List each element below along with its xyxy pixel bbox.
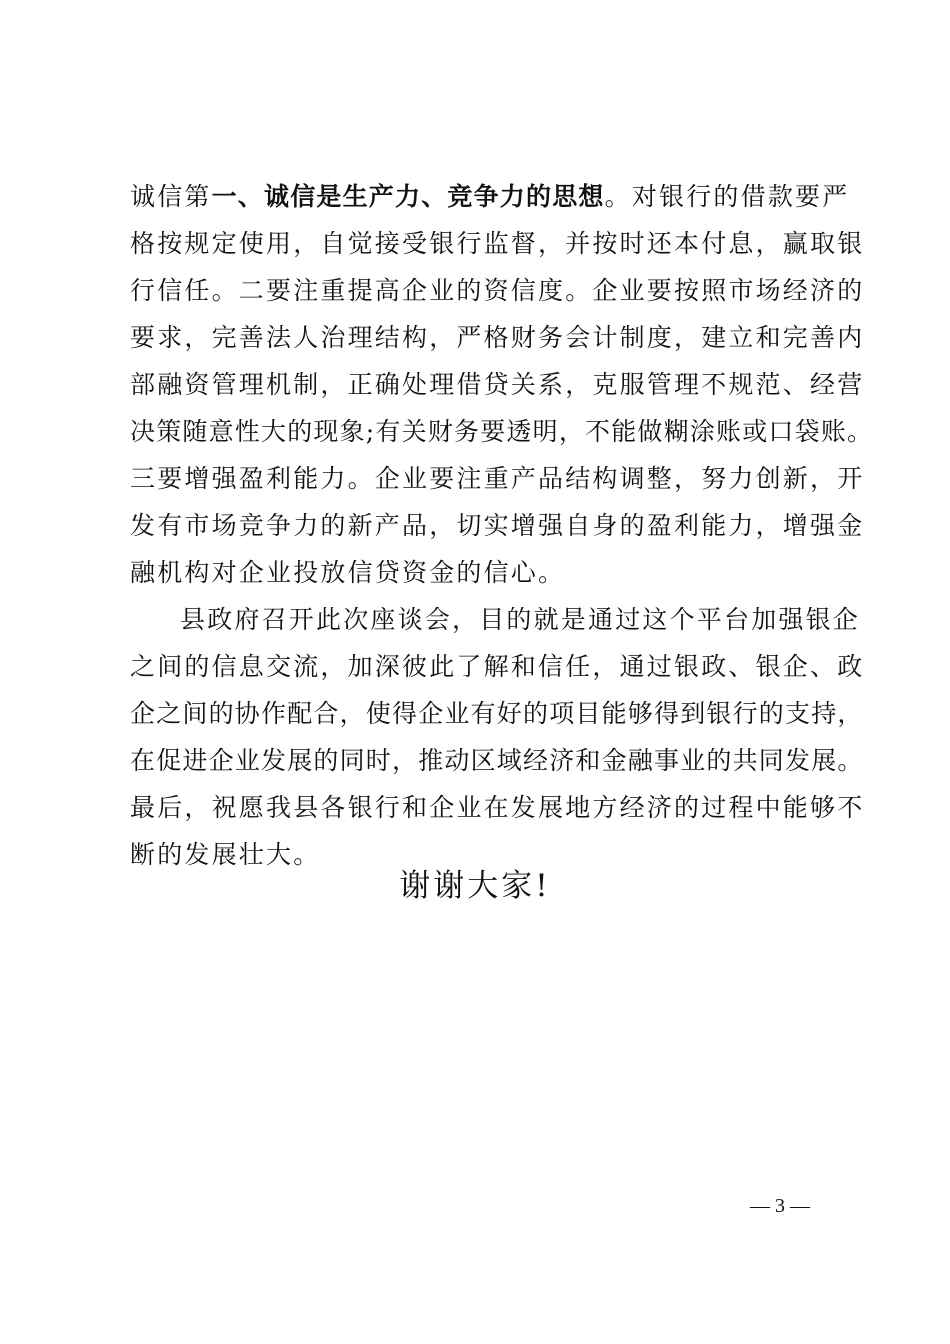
paragraph1-line-5: 部融资管理机制，正确处理借贷关系，克服管理不规范、经营 bbox=[130, 370, 865, 399]
paragraph1-line-3: 行信任。二要注重提高企业的资信度。企业要按照市场经济的 bbox=[130, 276, 865, 305]
paragraph1-line-2: 格按规定使用，自觉接受银行监督，并按时还本付息，赢取银 bbox=[130, 229, 865, 258]
paragraph2-line-6: 断的发展壮大。 bbox=[130, 840, 321, 869]
page-number: — 3 — bbox=[750, 1195, 810, 1217]
paragraph2-line-5: 最后，祝愿我县各银行和企业在发展地方经济的过程中能够不 bbox=[130, 793, 865, 822]
paragraph2-line-3: 企之间的协作配合，使得企业有好的项目能够得到银行的支持， bbox=[130, 699, 864, 728]
paragraph1-prefix: 诚信第 bbox=[130, 182, 212, 211]
paragraph1-line-8: 发有市场竞争力的新产品，切实增强自身的盈利能力，增强金 bbox=[130, 511, 865, 540]
paragraph1-bold-heading: 一、诚信是生产力、竞争力的思想 bbox=[211, 182, 605, 211]
paragraph1-line-1 bbox=[130, 182, 850, 212]
paragraph1-line-7: 三要增强盈利能力。企业要注重产品结构调整，努力创新，开 bbox=[130, 464, 865, 493]
paragraph1-suffix: 。对银行的借款要严 bbox=[604, 182, 850, 211]
paragraph1-line-6: 决策随意性大的现象;有关财务要透明，不能做糊涂账或口袋账。 bbox=[130, 417, 874, 446]
paragraph2-line-4: 在促进企业发展的同时，推动区域经济和金融事业的共同发展。 bbox=[130, 746, 864, 775]
paragraph2-line-2: 之间的信息交流，加深彼此了解和信任，通过银政、银企、政 bbox=[130, 652, 865, 681]
closing-remark: 谢谢大家! bbox=[399, 868, 551, 904]
paragraph2-line-1: 县政府召开此次座谈会，目的就是通过这个平台加强银企 bbox=[180, 605, 861, 634]
paragraph1-line-9: 融机构对企业投放信贷资金的信心。 bbox=[130, 558, 566, 587]
paragraph1-line-4: 要求，完善法人治理结构，严格财务会计制度，建立和完善内 bbox=[130, 323, 865, 352]
